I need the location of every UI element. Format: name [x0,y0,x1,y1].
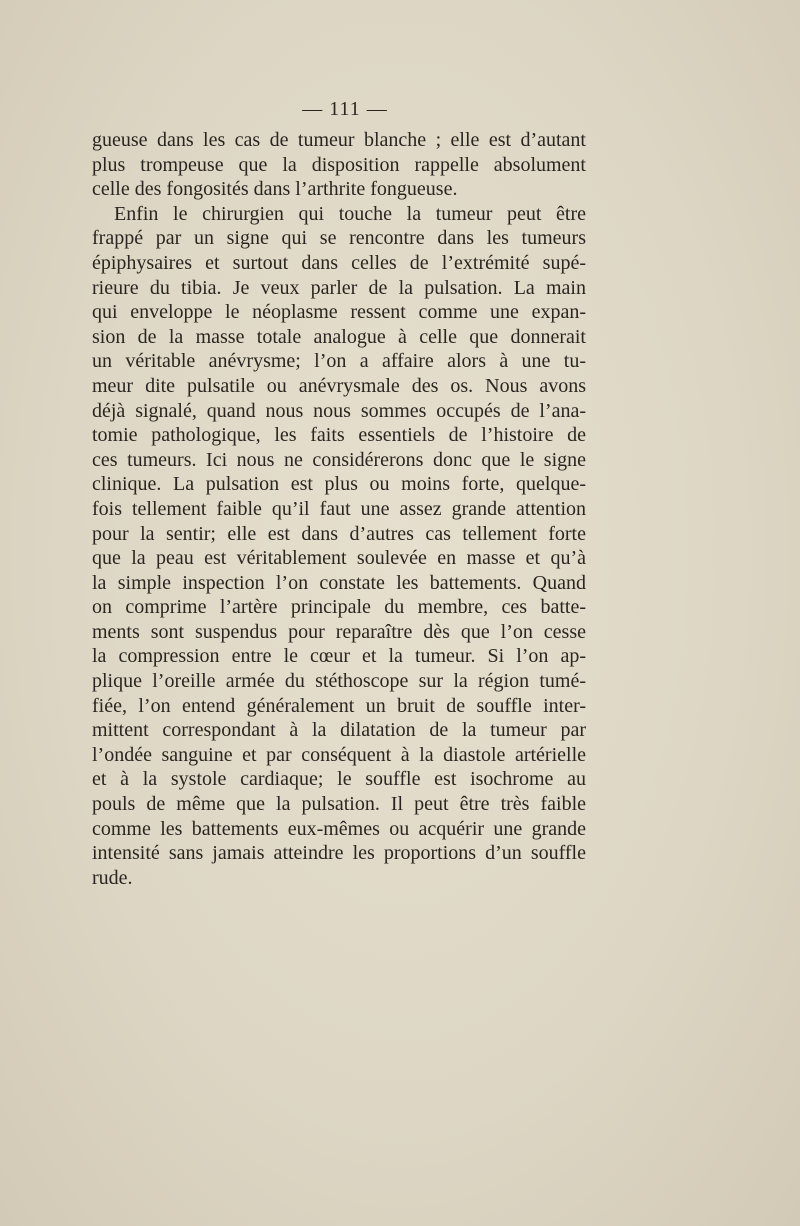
text-line: l’ondée sanguine et par conséquent à la diastole artérielle [92,743,586,766]
text-line: gueuse dans les cas de tumeur blanche ; elle est d’autant [92,129,586,151]
paragraph-start-line: Enfin le chirurgien qui touche la tumeur peut être [114,202,586,225]
body-text [92,128,586,890]
text-line: meur dite pulsatile ou anévrysmale des os. Nous avons [92,374,586,397]
text-line: pour la sentir; elle est dans d’autres cas tellement forte [92,522,586,545]
text-line: plique l’oreille armée du stéthoscope sur la région tumé- [92,670,586,693]
text-line: sion de la masse totale analogue à celle que donnerait [92,325,586,348]
text-line: que la peau est véritablement soulevée en masse et qu’à [92,547,586,570]
text-line: la simple inspection l’on constate les battements. Quand [92,571,586,594]
text-line: un véritable anévrysme; l’on a affaire alors à une tu- [92,350,586,373]
text-line: plus trompeuse que la disposition rappelle absolument [92,153,586,176]
text-line: on comprime l’artère principale du membre, ces batte- [92,596,586,619]
text-line: clinique. La pulsation est plus ou moins forte, quelque- [92,473,586,496]
text-line: rude. [92,866,133,889]
text-line: mittent correspondant à la dilatation de la tumeur par [92,719,586,742]
text-line: frappé par un signe qui se rencontre dans les tumeurs [92,227,586,250]
page-number: — 111 — [302,98,388,120]
text-line: la compression entre le cœur et la tumeur. Si l’on ap- [92,645,586,668]
text-line: déjà signalé, quand nous nous sommes occupés de l’ana- [92,399,586,422]
text-line: fois tellement faible qu’il faut une assez grande attention [92,497,586,520]
text-line: celle des fongosités dans l’arthrite fongueuse. [92,178,458,201]
text-line: qui enveloppe le néoplasme ressent comme une expan- [92,301,586,324]
text-line: intensité sans jamais atteindre les proportions d’un souffle [92,842,586,865]
text-line: ces tumeurs. Ici nous ne considérerons donc que le signe [92,448,586,471]
text-line: comme les battements eux-mêmes ou acquérir une grande [92,817,586,840]
text-line: fiée, l’on entend généralement un bruit de souffle inter- [92,694,586,717]
text-line: pouls de même que la pulsation. Il peut être très faible [92,793,586,816]
text-line: et à la systole cardiaque; le souffle est isochrome au [92,768,586,791]
text-line: rieure du tibia. Je veux parler de la pulsation. La main [92,276,586,299]
text-line: ments sont suspendus pour reparaître dès que l’on cesse [92,620,586,643]
text-line: tomie pathologique, les faits essentiels de l’histoire de [92,424,586,447]
text-line: épiphysaires et surtout dans celles de l’extrémité supé- [92,251,586,274]
